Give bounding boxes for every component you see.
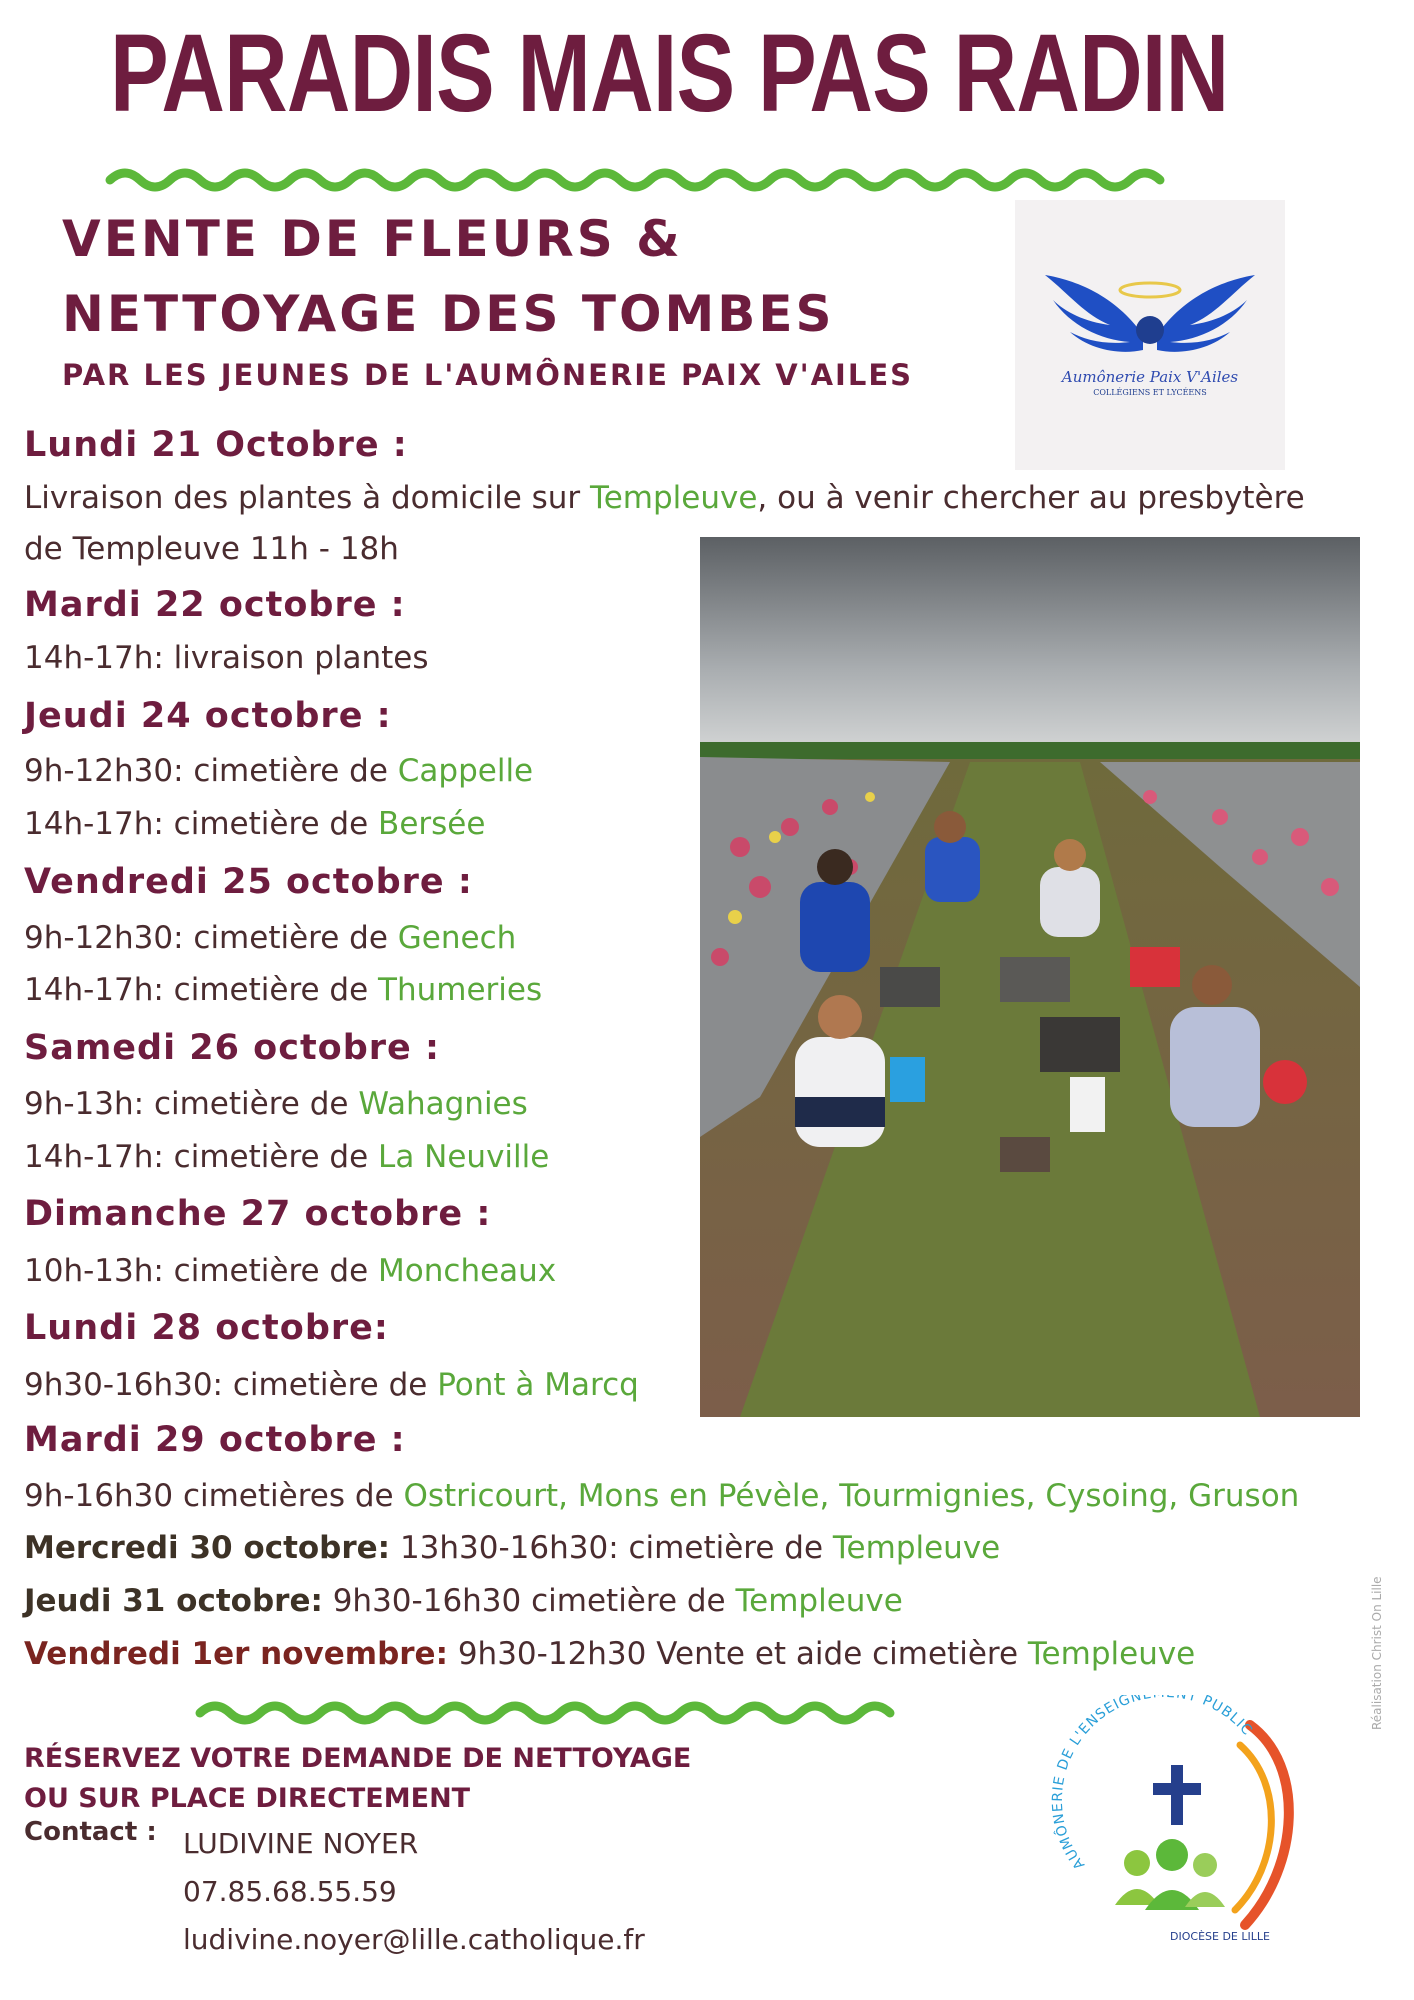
- schedule-line: [24, 1086, 528, 1122]
- schedule-line: [24, 920, 516, 956]
- aumonerie-paix-vailes-logo: [1015, 200, 1285, 470]
- place-name: Wahagnies: [358, 1086, 528, 1122]
- schedule-text: 9h30-16h30: cimetière de: [24, 1367, 438, 1403]
- inline-day-label: Jeudi 31 octobre:: [24, 1583, 323, 1619]
- inline-day-label: Vendredi 1er novembre:: [24, 1636, 448, 1672]
- schedule-line: [24, 1367, 639, 1403]
- schedule-line: [24, 480, 1305, 516]
- schedule-line: [24, 1253, 556, 1289]
- schedule-text: 14h-17h: cimetière de: [24, 806, 379, 842]
- wave-divider-top: [105, 160, 1165, 200]
- day-heading-lundi-21: Lundi 21 Octobre :: [24, 425, 408, 465]
- inline-day-label: Mercredi 30 octobre:: [24, 1530, 391, 1566]
- place-name: Templeuve: [1027, 1636, 1196, 1672]
- logo-name: Aumônerie Paix V'Ailes: [1061, 368, 1239, 386]
- day-heading-jeudi-24: Jeudi 24 octobre :: [24, 696, 392, 736]
- schedule-text: 9h-16h30 cimetières de: [24, 1478, 404, 1514]
- schedule-text: , ou à venir chercher au presbytère: [757, 480, 1305, 516]
- reserve-line-1: RÉSERVEZ VOTRE DEMANDE DE NETTOYAGE: [24, 1743, 692, 1774]
- wave-divider-bottom: [195, 1693, 915, 1733]
- contact-label: Contact :: [24, 1817, 157, 1847]
- place-name: Templeuve: [735, 1583, 903, 1619]
- place-name: La Neuville: [378, 1139, 550, 1175]
- place-name: Moncheaux: [378, 1253, 557, 1289]
- schedule-text: Livraison des plantes à domicile sur: [24, 480, 591, 516]
- subtitle-line-2: NETTOYAGE DES TOMBES: [62, 285, 835, 343]
- schedule-text: 10h-13h: cimetière de: [24, 1253, 379, 1289]
- contact-name: LUDIVINE NOYER: [183, 1827, 419, 1860]
- day-heading-dimanche-27: Dimanche 27 octobre :: [24, 1194, 492, 1234]
- place-name: Genech: [397, 920, 517, 956]
- schedule-line: [24, 1139, 549, 1175]
- place-name: Pont à Marcq: [437, 1367, 639, 1403]
- schedule-text: 9h30-16h30 cimetière de: [322, 1583, 736, 1619]
- schedule-line: [24, 806, 485, 842]
- day-heading-vendredi-25: Vendredi 25 octobre :: [24, 862, 473, 902]
- contact-email[interactable]: ludivine.noyer@lille.catholique.fr: [183, 1923, 645, 1956]
- page-title: PARADIS MAIS PAS RADIN: [110, 12, 1229, 135]
- place-name: Cappelle: [397, 753, 534, 789]
- svg-text:AUMÔNERIE DE L'ENSEIGNEMENT PU: [1050, 1695, 1256, 1872]
- schedule-text: 9h-12h30: cimetière de: [24, 920, 398, 956]
- schedule-text: 9h-13h: cimetière de: [24, 1086, 359, 1122]
- schedule-line-vendredi-1er: [24, 1636, 1195, 1672]
- day-heading-samedi-26: Samedi 26 octobre :: [24, 1028, 440, 1068]
- reserve-line-2: OU SUR PLACE DIRECTEMENT: [24, 1783, 471, 1814]
- place-name: Bersée: [378, 806, 486, 842]
- schedule-text: 9h-12h30: cimetière de: [24, 753, 398, 789]
- schedule-line: 14h-17h: livraison plantes: [24, 640, 429, 676]
- day-heading-mardi-22: Mardi 22 octobre :: [24, 585, 406, 625]
- schedule-line-jeudi-31: [24, 1583, 903, 1619]
- day-heading-mardi-29: Mardi 29 octobre :: [24, 1420, 406, 1460]
- schedule-text: 9h30-12h30 Vente et aide cimetière: [447, 1636, 1028, 1672]
- subtitle-line-1: VENTE DE FLEURS &: [62, 210, 683, 268]
- credit-text: Réalisation Christ On Lille: [1370, 1576, 1384, 1730]
- place-name: Templeuve: [832, 1530, 1001, 1566]
- schedule-text: 13h30-16h30: cimetière de: [390, 1530, 833, 1566]
- angel-wings-icon: [1015, 200, 1285, 470]
- schedule-line: [24, 972, 542, 1008]
- schedule-text: 14h-17h: cimetière de: [24, 1139, 379, 1175]
- schedule-line: de Templeuve 11h - 18h: [24, 531, 399, 567]
- day-heading-lundi-28: Lundi 28 octobre:: [24, 1308, 389, 1348]
- logo-tagline: COLLÉGIENS ET LYCÉENS: [1093, 388, 1207, 397]
- schedule-text: 14h-17h: cimetière de: [24, 972, 379, 1008]
- place-name: Thumeries: [378, 972, 543, 1008]
- schedule-line-mercredi-30: [24, 1530, 1000, 1566]
- subtitle-line-3: PAR LES JEUNES DE L'AUMÔNERIE PAIX V'AILES: [62, 358, 914, 392]
- cemetery-photo: [700, 537, 1360, 1417]
- cross-icon: [1153, 1765, 1201, 1825]
- place-name: Ostricourt, Mons en Pévèle, Tourmignies, Cysoing, Gruson: [403, 1478, 1300, 1514]
- logo-diocese-text: DIOCÈSE DE LILLE: [1170, 1930, 1270, 1943]
- contact-phone[interactable]: 07.85.68.55.59: [183, 1875, 397, 1908]
- aumonerie-enseignement-public-logo: [1045, 1695, 1305, 1955]
- people-icon: [1115, 1839, 1225, 1910]
- schedule-line: [24, 753, 533, 789]
- place-name: Templeuve: [590, 480, 758, 516]
- schedule-line: [24, 1478, 1299, 1514]
- logo-arc-text: AUMÔNERIE DE L'ENSEIGN T PUBLIC: [1049, 1695, 1256, 1873]
